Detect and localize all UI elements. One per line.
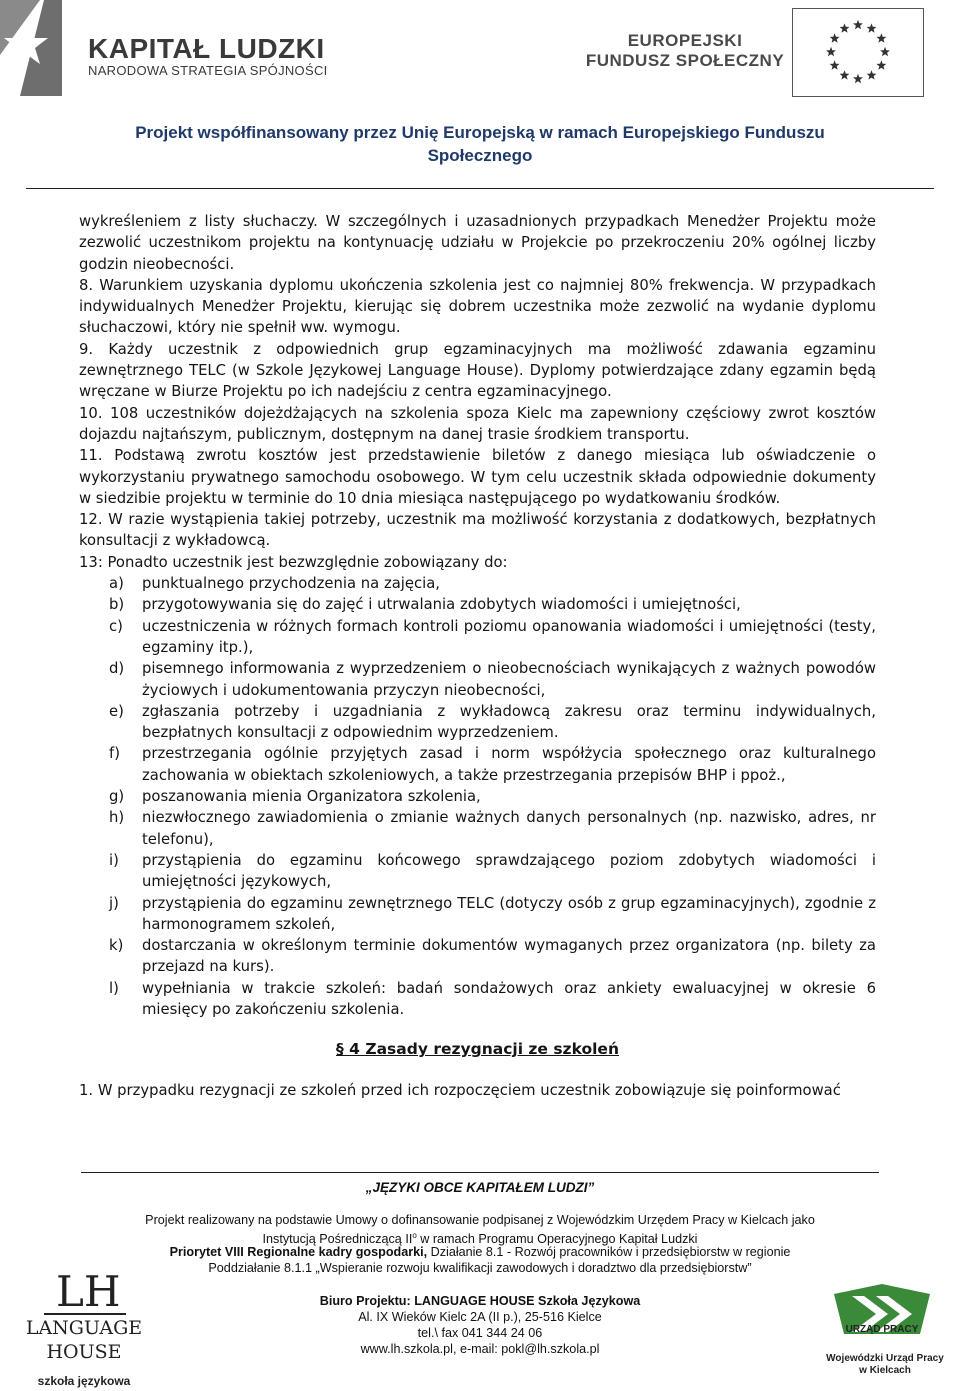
list-item-label: a) xyxy=(109,575,124,593)
paragraph-intro: wykreśleniem z listy słuchaczy. W szczególnych i uzasadnionych przypadkach Menedżer Projektu może zezwolić uczestnikom projektu na kontynuację udziału w Projekcie po przekroczeniu 20% ogólnej liczby godzin nieobecności. xyxy=(79,213,876,273)
list-item-label: g) xyxy=(109,788,125,806)
header-divider xyxy=(26,188,934,189)
list-item xyxy=(79,573,876,594)
footer-line1: Projekt realizowany na podstawie Umowy o dofinansowanie podpisanej z Wojewódzkim Urzędem Pracy w Kielcach jako xyxy=(145,1213,815,1227)
list-item-text: przystąpienia do egzaminu zewnętrznego TELC (dotyczy osób z grup egzaminacyjnych), zgodnie z harmonogramem szkoleń, xyxy=(142,894,876,933)
eu-flag-icon xyxy=(792,8,924,97)
document-body xyxy=(79,211,876,1101)
kapital-ludzki-subtitle: NARODOWA STRATEGIA SPÓJNOŚCI xyxy=(88,63,328,78)
list-item xyxy=(79,658,876,701)
footer-phone: tel.\ fax 041 344 24 06 xyxy=(417,1326,543,1340)
list-item xyxy=(79,978,876,1021)
project-cofinancing-line2: Społecznego xyxy=(427,146,533,165)
list-item-label: e) xyxy=(109,702,124,720)
list-item xyxy=(79,807,876,850)
footer-web: www.lh.szkola.pl, e-mail: pokl@lh.szkola.pl xyxy=(360,1342,600,1356)
paragraph-8: 8. Warunkiem uzyskania dyplomu ukończenia szkolenia jest co najmniej 80% frekwencja. W przypadkach indywidualnych Menedżer Projektu, kierując się dobrem uczestnika może zezwolić na wydanie dyplomu słuchaczowi, który nie spełnił ww. wymogu. xyxy=(79,276,876,337)
list-item xyxy=(79,786,876,807)
list-item xyxy=(79,616,876,659)
kapital-ludzki-title: KAPITAŁ LUDZKI xyxy=(88,33,325,64)
paragraph-12: 12. W razie wystąpienia takiej potrzeby, uczestnik ma możliwość korzystania z dodatkowych, bezpłatnych konsultacji z wykładowcą. xyxy=(79,511,876,550)
list-item-text: dostarczania w określonym terminie dokumentów wymaganych przez organizatora (np. bilety za przejazd na kurs). xyxy=(142,937,876,976)
list-item-text: przestrzegania ogólnie przyjętych zasad i norm współżycia społecznego oraz kulturalnego zachowania w obiektach szkoleniowych, a także przestrzegania przepisów BHP i ppoż., xyxy=(142,745,876,784)
list-item-label: c) xyxy=(109,617,123,635)
list-item-text: poszanowania mienia Organizatora szkolenia, xyxy=(142,788,481,806)
paragraph-9: 9. Każdy uczestnik z odpowiednich grup egzaminacyjnych ma możliwość zdawania egzaminu zewnętrznego TELC (w Szkole Językowej Language House). Dyplomy potwierdzające zdany egzamin będą wręczane w Biurze Projektu po ich nadejściu z centra egzaminacyjnego. xyxy=(79,340,876,401)
footer-line2-text: Instytucją Pośredniczącą II xyxy=(262,1232,413,1247)
list-item xyxy=(79,743,876,786)
list-item-text: niezwłocznego zawiadomienia o zmianie ważnych danych personalnych (np. nazwisko, adres, nr telefonu), xyxy=(142,809,876,848)
footer-project-name: „JĘZYKI OBCE KAPITAŁEM LUDZI” xyxy=(365,1180,595,1195)
list-item-label: f) xyxy=(109,745,120,763)
project-cofinancing-line1: Projekt współfinansowany przez Unię Europejską w ramach Europejskiego Funduszu xyxy=(135,123,825,142)
footer-line3 xyxy=(0,1244,960,1261)
footer-line2-text-b: w ramach Programu Operacyjnego Kapitał Ludzki xyxy=(416,1232,698,1247)
list-item-label: j) xyxy=(109,894,119,912)
list-item xyxy=(79,935,876,978)
paragraph-11: 11. Podstawą zwrotu kosztów jest przedstawienie biletów z danego miesiąca lub oświadczenie o wykorzystaniu prywatnego samochodu osobowego. W tym celu uczestnik składa odpowiednie dokumenty w siedzibie projektu w terminie do 10 dnia miesiąca następującego po wydatkowaniu środków. xyxy=(79,447,876,507)
footer-divider xyxy=(81,1172,879,1173)
list-item-label: d) xyxy=(109,660,125,678)
obligations-list xyxy=(79,573,876,1020)
list-item xyxy=(79,701,876,744)
efs-title-line2: FUNDUSZ SPOŁECZNY xyxy=(585,51,785,70)
footer-line4: Poddziałanie 8.1.1 „Wspieranie rozwoju kwalifikacji zawodowych i doradztwo dla przedsiębiorstw” xyxy=(208,1261,752,1275)
footer-line3-rest: Działanie 8.1 - Rozwój pracowników i przedsiębiorstw w regionie xyxy=(427,1245,791,1259)
footer-office-title: Biuro Projektu: LANGUAGE HOUSE Szkoła Językowa xyxy=(319,1294,641,1308)
urzad-pracy-caption-line1: Wojewódzki Urząd Pracy xyxy=(826,1353,944,1364)
footer-line3-bold: Priorytet VIII Regionalne kadry gospodarki, xyxy=(169,1245,428,1259)
list-item xyxy=(79,850,876,893)
list-item-text: uczestniczenia w różnych formach kontroli poziomu opanowania wiadomości i umiejętności (testy, egzaminy itp.), xyxy=(142,617,876,656)
urzad-pracy-label: URZĄD PRACY xyxy=(845,1324,919,1335)
list-item-text: punktualnego przychodzenia na zajęcia, xyxy=(142,575,441,593)
list-item-label: k) xyxy=(109,937,124,955)
list-item xyxy=(79,594,876,615)
paragraph-last: 1. W przypadku rezygnacji ze szkoleń przed ich rozpoczęciem uczestnik zobowiązuje się poinformować xyxy=(79,1081,841,1099)
urzad-pracy-caption xyxy=(812,1353,958,1377)
list-item xyxy=(79,893,876,936)
list-item-text: wypełniania w trakcie szkoleń: badań sondażowych oraz ankiety ewaluacyjnej w okresie 6 miesięcy po zakończeniu szkolenia. xyxy=(142,979,876,1018)
lh-logo-name2: HOUSE xyxy=(46,1341,122,1363)
list-item-text: zgłaszania potrzeby i uzgadniania z wykładowcą zakresu oraz terminu indywidualnych, bezpłatnych konsultacji z odpowiednim wyprzedzeniem. xyxy=(142,702,876,742)
list-item-label: h) xyxy=(109,809,125,827)
list-item-text: przystąpienia do egzaminu końcowego sprawdzającego poziom zdobytych wiadomości i umiejętności językowych, xyxy=(142,851,876,891)
paragraph-13: 13: Ponadto uczestnik jest bezwzględnie zobowiązany do: xyxy=(79,553,508,571)
efs-title-line1: EUROPEJSKI xyxy=(627,31,743,50)
list-item-text: pisemnego informowania z wyprzedzeniem o nieobecnościach wynikających z ważnych powodów życiowych i udokumentowania przyczyn nieobecności, xyxy=(142,660,876,699)
urzad-pracy-caption-line2: w Kielcach xyxy=(859,1365,911,1376)
kapital-ludzki-logo xyxy=(0,0,328,96)
kapital-ludzki-mark-icon xyxy=(0,0,64,96)
paragraph-10: 10. 108 uczestników dojeżdżających na szkolenia spoza Kielc ma zapewniony częściowy zwrot kosztów dojazdu najtańszym, publicznym, dostępnym na danej trasie środkiem transportu. xyxy=(79,404,876,443)
list-item-text: przygotowywania się do zajęć i utrwalania zdobytych wiadomości i umiejętności, xyxy=(142,596,741,614)
lh-logo-tagline: szkoła językowa xyxy=(37,1374,131,1388)
list-item-label: i) xyxy=(109,851,119,869)
lh-logo-monogram: LH xyxy=(56,1268,121,1316)
footer-line2-sup: o xyxy=(412,1231,417,1240)
list-item-label: b) xyxy=(109,596,125,614)
lh-logo-name1: LANGUAGE xyxy=(25,1317,143,1339)
list-item-label: l) xyxy=(109,979,119,997)
language-house-logo xyxy=(14,1268,154,1388)
section-title: § 4 Zasady rezygnacji ze szkoleń xyxy=(336,1040,619,1059)
footer-address: Al. IX Wieków Kielc 2A (II p.), 25-516 Kielce xyxy=(358,1310,602,1324)
